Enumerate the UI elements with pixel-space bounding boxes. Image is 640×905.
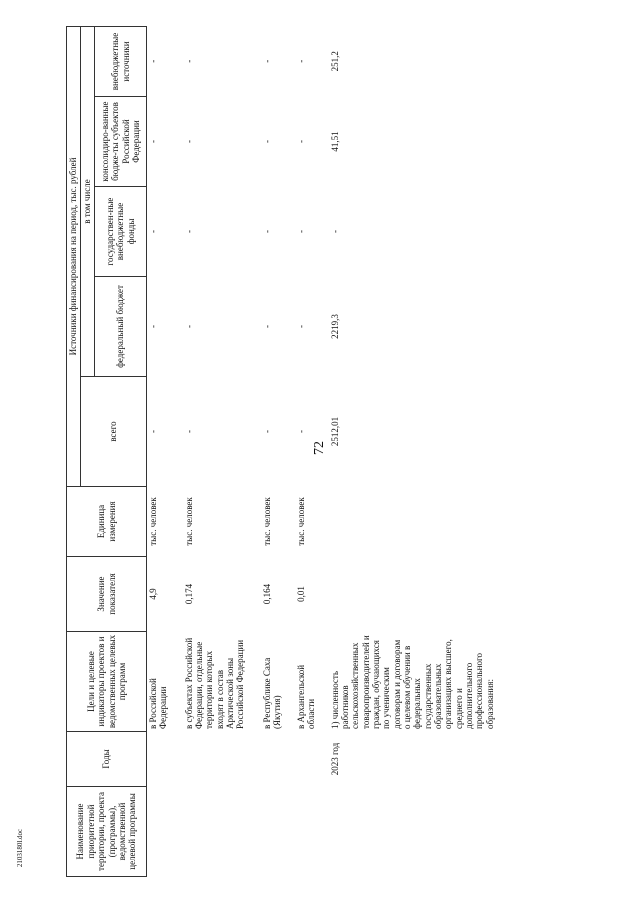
cell-federal: -	[148, 325, 158, 328]
cell-federal: -	[183, 325, 194, 328]
table-row	[147, 27, 183, 877]
cell-unit: тыс. человек	[148, 497, 158, 546]
cell-total: -	[295, 430, 306, 433]
header-state-funds: государствен-ные внебюджетные фонды	[95, 187, 147, 277]
cell-state-funds: -	[183, 230, 194, 233]
footer-document-code: 2103180l.doc	[16, 828, 24, 868]
cell-year	[261, 732, 295, 787]
cell-extra: -	[261, 59, 272, 63]
cell-state-funds: -	[329, 230, 340, 233]
header-years: Годы	[67, 732, 147, 787]
header-including: в том числе	[81, 27, 95, 377]
cell-federal: -	[261, 325, 272, 328]
cell-state-funds: -	[261, 230, 272, 233]
cell-name	[295, 787, 329, 877]
cell-value: 0,164	[261, 583, 272, 605]
cell-total: -	[261, 430, 272, 433]
cell-extra: -	[295, 59, 306, 63]
cell-year	[295, 732, 329, 787]
header-consolidated: консолидиро-ванные бюдже-ты субъектов Российской Федерации	[95, 97, 147, 187]
cell-value: 0,174	[183, 583, 194, 605]
cell-year	[183, 732, 261, 787]
cell-consolidated: -	[183, 140, 194, 143]
header-federal: федеральный бюджет	[95, 277, 147, 377]
cell-extra: -	[148, 59, 158, 63]
cell-goal: в Республике Саха (Якутия)	[261, 657, 282, 729]
cell-year: 2023 год	[329, 742, 340, 776]
cell-goal: 1) численность работников сельскохозяйственных товаропроизводителей и граждан, обучающихся по ученическим договорам и договорам о целевом обучении в федеральных государственных образовательных организациях высшего, среднего и дополнительного профессионального образования:	[329, 635, 495, 729]
cell-federal: 2219,3	[329, 314, 340, 339]
cell-value	[329, 557, 497, 632]
header-total: всего	[81, 377, 147, 487]
cell-total: -	[148, 430, 158, 433]
cell-name	[261, 787, 295, 877]
rotated-table-wrapper	[66, 27, 602, 877]
cell-extra: 251,2	[329, 51, 340, 72]
cell-goal: в субъектах Российской Федерации, отдельные территории которых входят в состав Арктической зоны Российской Федерации	[183, 637, 246, 729]
header-extra: внебюджетные источники	[95, 27, 147, 97]
cell-unit: тыс. человек	[295, 497, 306, 546]
cell-goal: в Российской Федерации	[148, 678, 169, 729]
header-goals: Цели и целевые индикаторы проектов и ведомственных целевых программ	[67, 632, 147, 732]
cell-name	[329, 787, 497, 877]
table-row	[183, 27, 261, 877]
cell-extra: -	[183, 59, 194, 63]
cell-unit	[329, 487, 497, 557]
table-row	[295, 27, 329, 877]
funding-table	[66, 26, 496, 877]
cell-consolidated: -	[295, 140, 306, 143]
header-value: Значение показателя	[67, 557, 147, 632]
cell-federal: -	[295, 325, 306, 328]
cell-year	[147, 732, 183, 787]
cell-name	[147, 787, 183, 877]
cell-state-funds: -	[148, 230, 158, 233]
table-row	[261, 27, 295, 877]
page-number: 72	[312, 441, 327, 455]
cell-name	[183, 787, 261, 877]
table-row	[329, 27, 497, 877]
cell-unit: тыс. человек	[261, 497, 272, 546]
header-unit: Единица измерения	[67, 487, 147, 557]
cell-value: 0,01	[295, 586, 306, 602]
cell-total: 2512,01	[329, 416, 340, 447]
header-funding: Источники финансирования на период, тыс. рублей	[67, 27, 81, 487]
cell-unit: тыс. человек	[183, 497, 194, 546]
cell-value: 4,9	[148, 588, 158, 600]
cell-consolidated: -	[148, 140, 158, 143]
cell-goal: в Архангельской области	[295, 664, 316, 729]
cell-total: -	[183, 430, 194, 433]
header-name: Наименование приоритетной территории, проекта (программы), ведомственной целевой программы	[67, 787, 147, 877]
cell-consolidated: -	[261, 140, 272, 143]
cell-state-funds: -	[295, 230, 306, 233]
cell-consolidated: 41,51	[329, 131, 340, 152]
